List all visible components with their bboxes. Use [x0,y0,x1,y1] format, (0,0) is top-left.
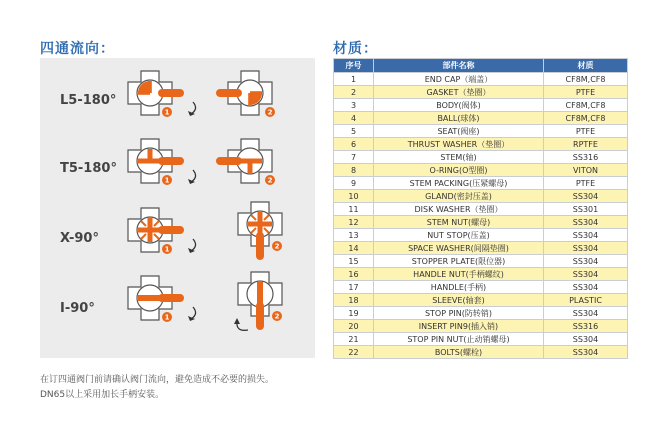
cell-name: BODY(阀体) [374,99,544,112]
table-row [334,164,628,177]
cell-name: STOP PIN NUT(止动销螺母) [374,333,544,346]
table-row [334,190,628,203]
rotation-arrow-icon [188,307,196,321]
table-header-row [334,59,628,73]
cell-name: O-RING(O型圈) [374,164,544,177]
cell-no: 12 [334,216,374,229]
materials-title: 材质： [333,41,378,57]
flow-label-i: I-90° [60,301,95,316]
cell-no: 14 [334,242,374,255]
valve-handle [216,89,242,97]
cell-material: CF8M,CF8 [544,73,628,86]
valve-diagram [128,208,184,254]
cell-name: INSERT PIN9(插入销) [374,320,544,333]
cell-no: 21 [334,333,374,346]
cell-no: 9 [334,177,374,190]
cell-no: 19 [334,307,374,320]
flow-passage [148,81,152,93]
valve-handle [158,157,184,165]
cell-material: SS304 [544,307,628,320]
col-header-no: 序号 [334,59,374,73]
flow-passage [248,93,252,105]
cell-material: PTFE [544,125,628,138]
table-row [334,112,628,125]
table-row [334,203,628,216]
cell-no: 7 [334,151,374,164]
cell-material: SS304 [544,281,628,294]
cell-name: STOP PIN(防转销) [374,307,544,320]
rotation-arrow [191,307,196,319]
flow-label-l5: L5-180° [60,93,117,108]
rotation-arrow-icon [188,102,196,116]
cell-material: PLASTIC [544,294,628,307]
cell-material: SS304 [544,346,628,359]
valve-handle [256,302,264,330]
table-row [334,73,628,86]
cell-material: PTFE [544,86,628,99]
valve-handle [158,294,184,302]
rotation-arrow [191,239,196,251]
cell-no: 22 [334,346,374,359]
col-header-material: 材质 [544,59,628,73]
col-header-part-name: 部件名称 [374,59,544,73]
cell-no: 17 [334,281,374,294]
step-badge-number: 2 [267,176,273,185]
cell-name: STEM(轴) [374,151,544,164]
table-row [334,268,628,281]
cell-no: 1 [334,73,374,86]
valve-diagram [238,272,282,330]
cell-material: VITON [544,164,628,177]
table-row [334,86,628,99]
flow-passage [148,149,153,161]
cell-material: SS304 [544,216,628,229]
cell-material: PTFE [544,177,628,190]
cell-name: HANDLE NUT(手柄螺纹) [374,268,544,281]
flow-diagram-panel [40,58,315,358]
valve-handle [256,232,264,260]
cell-name: GLAND(密封压盖) [374,190,544,203]
cell-material: SS304 [544,229,628,242]
cell-material: SS316 [544,320,628,333]
cell-no: 18 [334,294,374,307]
step-badge-number: 1 [164,108,170,117]
cell-no: 2 [334,86,374,99]
valve-diagram [238,202,282,260]
cell-no: 15 [334,255,374,268]
cell-no: 4 [334,112,374,125]
cell-name: STOPPER PLATE(限位器) [374,255,544,268]
table-row [334,320,628,333]
cell-name: STEM PACKING(压紧螺母) [374,177,544,190]
cell-material: CF8M,CF8 [544,112,628,125]
valve-handle [158,89,184,97]
cell-no: 6 [334,138,374,151]
rotation-arrow-icon [188,239,196,253]
step-badge-number: 2 [274,312,280,321]
dn65-note: DN65以上采用加长手柄安装。 [40,390,165,400]
materials-table [333,58,628,359]
cell-no: 16 [334,268,374,281]
table-row [334,346,628,359]
table-row [334,307,628,320]
cell-no: 10 [334,190,374,203]
rotation-arrow-head [234,318,240,324]
table-row [334,125,628,138]
cell-material: SS304 [544,255,628,268]
table-row [334,255,628,268]
cell-name: SPACE WASHER(间隔垫圈) [374,242,544,255]
table-row [334,333,628,346]
flow-label-x: X-90° [60,231,99,246]
valve-handle [216,157,242,165]
cell-no: 5 [334,125,374,138]
step-badge-number: 2 [274,242,280,251]
cell-name: THRUST WASHER（垫圈） [374,138,544,151]
cell-material: SS301 [544,203,628,216]
table-row [334,242,628,255]
cell-name: NUT STOP(压盖) [374,229,544,242]
cell-material: SS304 [544,242,628,255]
table-row [334,281,628,294]
cell-material: SS304 [544,268,628,281]
table-row [334,294,628,307]
valve-diagram [128,139,184,185]
step-badge-number: 1 [164,245,170,254]
flow-label-t5: T5-180° [60,161,117,176]
step-badge-number: 2 [267,108,273,117]
cell-no: 20 [334,320,374,333]
cell-material: SS304 [544,333,628,346]
rotation-arrow [191,170,196,182]
table-row [334,177,628,190]
rotation-arrow-icon [234,318,248,330]
valve-handle [158,226,184,234]
valve-diagram [128,276,184,322]
table-row [334,216,628,229]
table-row [334,151,628,164]
cell-name: SEAT(阀座) [374,125,544,138]
cell-no: 3 [334,99,374,112]
step-badge-number: 1 [164,176,170,185]
valve-diagram [216,71,275,117]
valve-diagram [216,139,275,185]
order-note: 在订四通阀门前请确认阀门流向，避免造成不必要的损失。 [40,375,275,385]
table-row [334,99,628,112]
valve-diagrams [40,58,315,358]
rotation-arrow-icon [188,170,196,184]
cell-name: STEM NUT(螺母) [374,216,544,229]
step-badge-number: 1 [164,313,170,322]
flow-passage [248,161,253,173]
cell-name: DISK WASHER（垫圈） [374,203,544,216]
cell-name: BALL(球体) [374,112,544,125]
cell-no: 8 [334,164,374,177]
cell-name: END CAP（端盖） [374,73,544,86]
flow-passage [148,218,153,242]
cell-material: SS304 [544,190,628,203]
cell-name: HANDLE(手柄) [374,281,544,294]
cell-name: SLEEVE(轴套) [374,294,544,307]
cell-no: 13 [334,229,374,242]
cell-material: SS316 [544,151,628,164]
valve-diagram [128,71,184,117]
table-row [334,138,628,151]
table-row [334,229,628,242]
rotation-arrow [191,102,196,114]
cell-material: RPTFE [544,138,628,151]
cell-material: CF8M,CF8 [544,99,628,112]
cell-name: GASKET（垫圈） [374,86,544,99]
flow-direction-title: 四通流向： [40,41,115,57]
cell-name: BOLTS(螺栓) [374,346,544,359]
cell-no: 11 [334,203,374,216]
